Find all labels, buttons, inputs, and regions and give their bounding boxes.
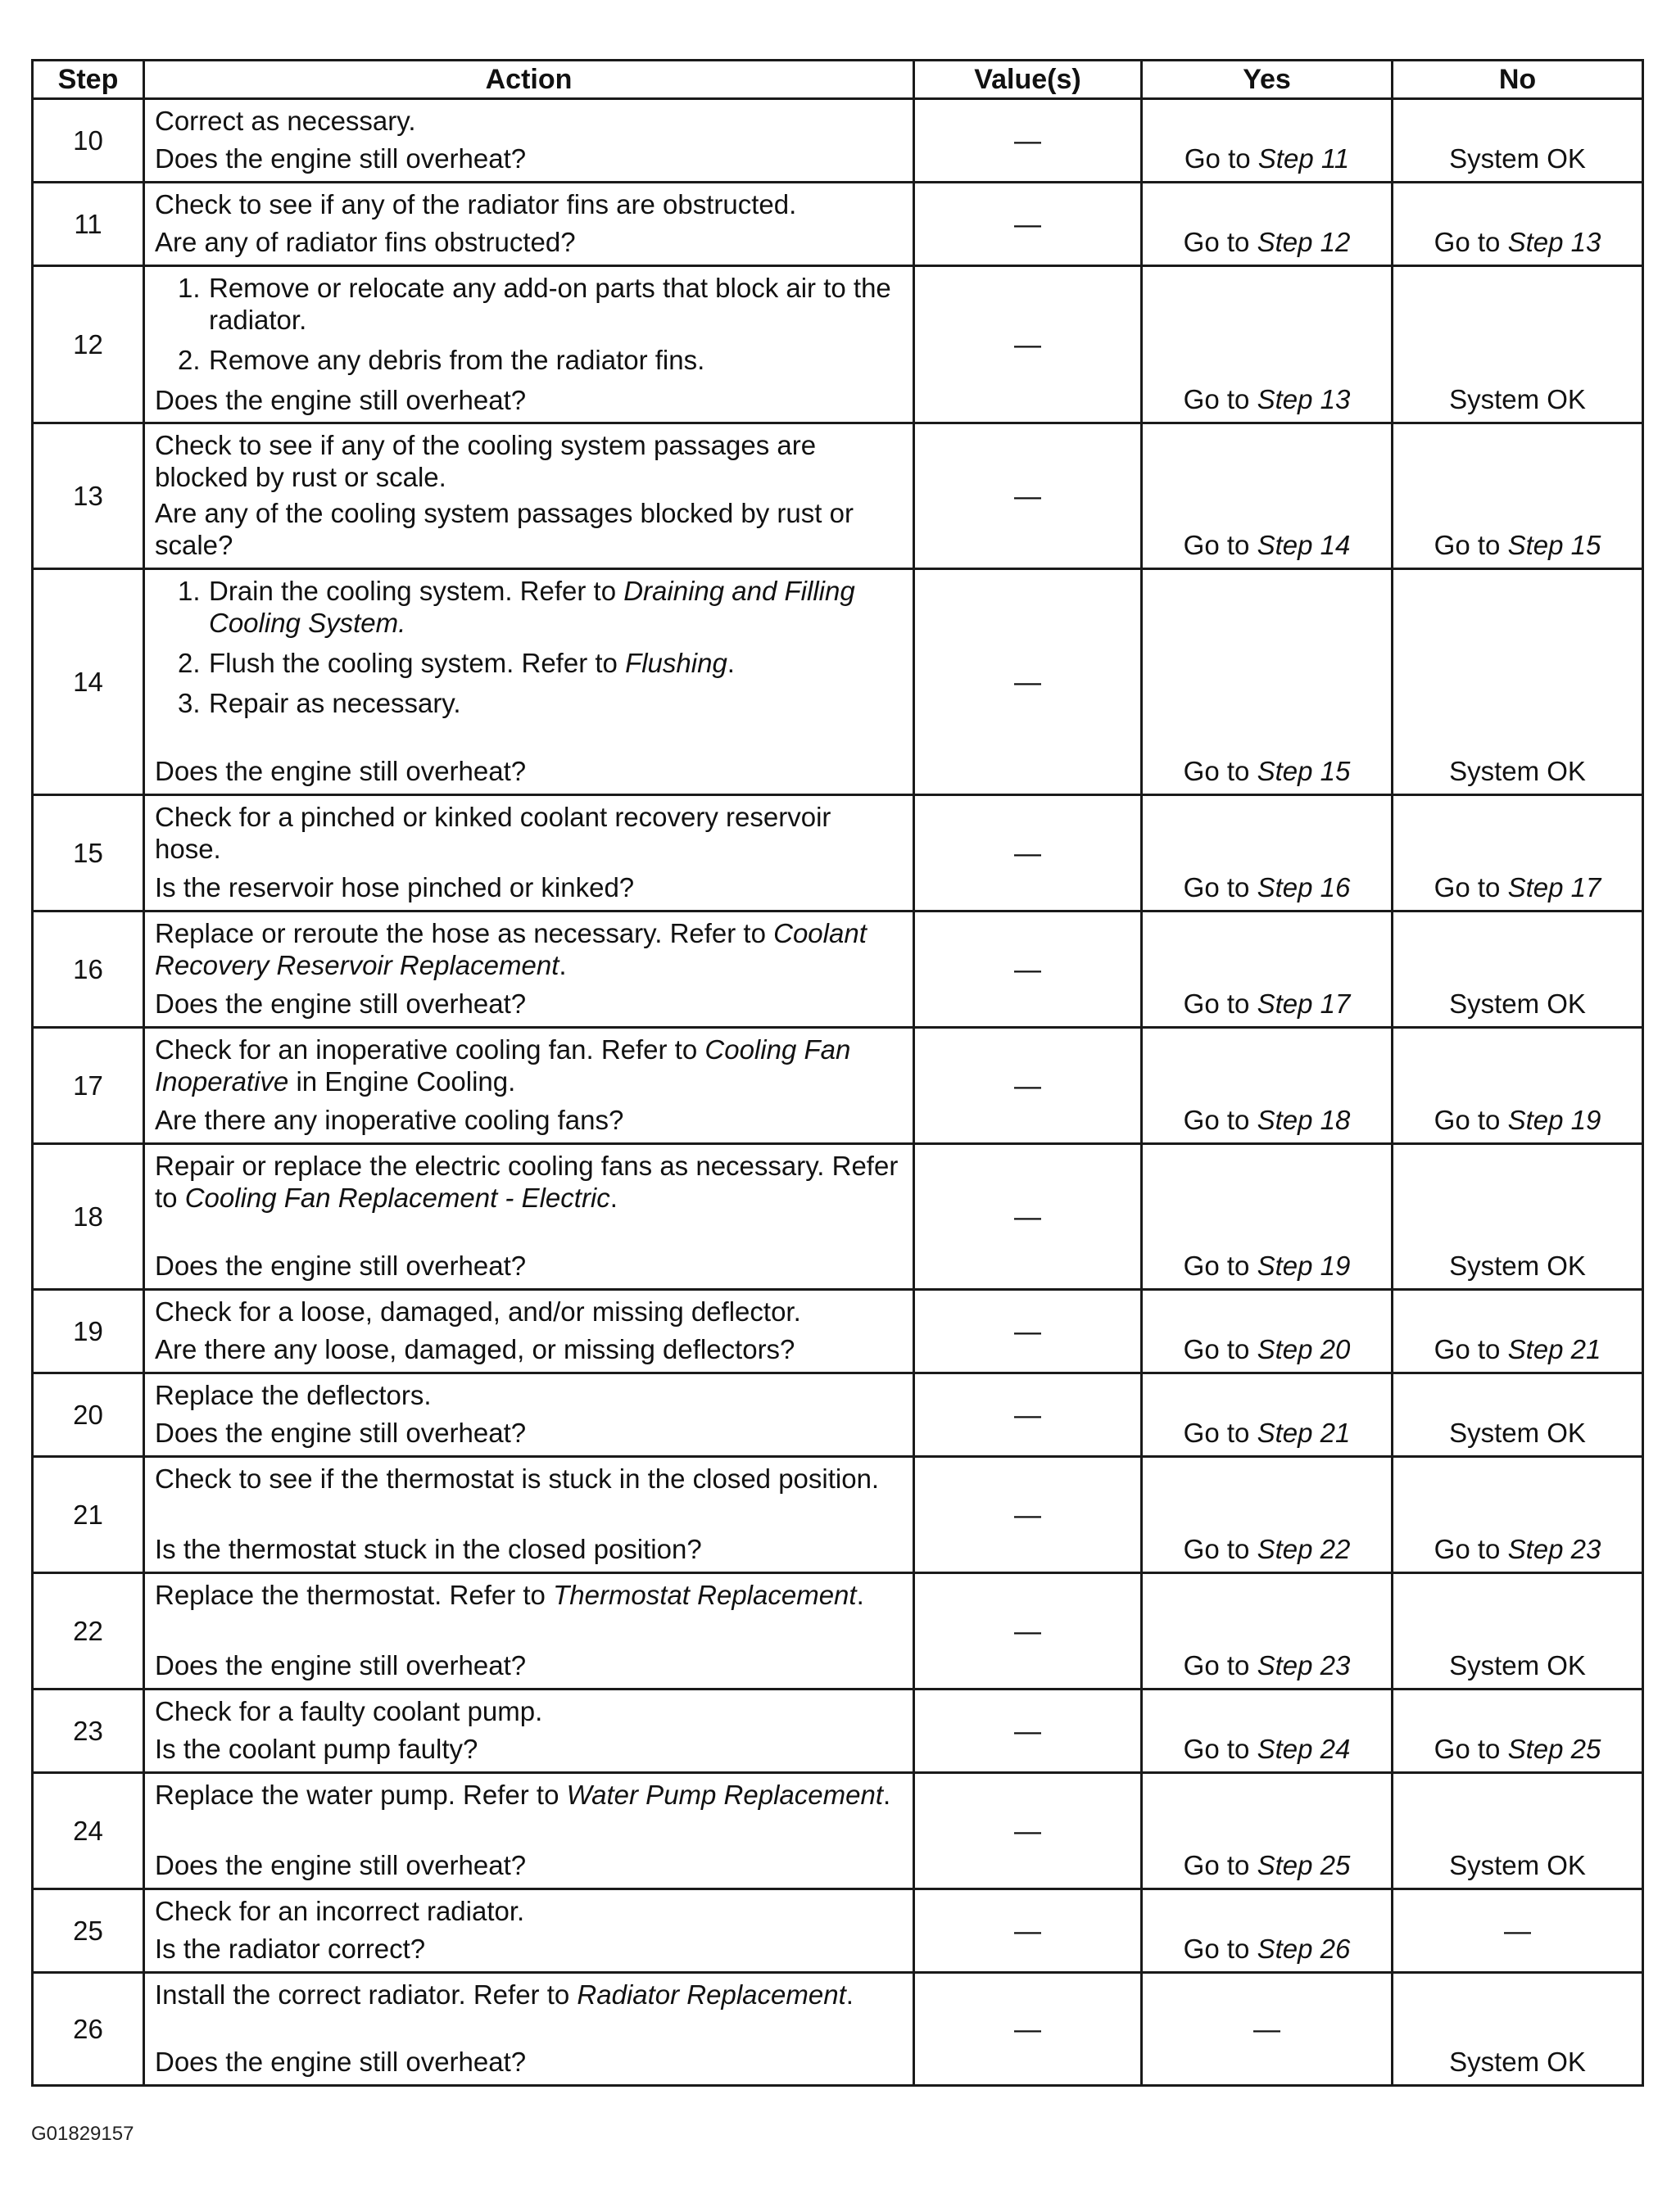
action-cell bbox=[144, 1290, 914, 1373]
action-question: Does the engine still overheat? bbox=[155, 988, 527, 1019]
table-row bbox=[33, 183, 1643, 266]
values-cell bbox=[914, 1373, 1142, 1457]
step-number: 19 bbox=[33, 1290, 144, 1373]
table-row bbox=[33, 795, 1643, 911]
yes-goto-step-link[interactable]: Step 20 bbox=[1257, 1334, 1351, 1364]
empty-value-dash: — bbox=[1014, 667, 1041, 697]
no-goto-step-link[interactable]: Step 21 bbox=[1507, 1334, 1601, 1364]
step-item-body bbox=[209, 647, 735, 679]
table-row bbox=[33, 1028, 1643, 1144]
empty-value-dash: — bbox=[1014, 209, 1041, 239]
instruction-suffix: . bbox=[856, 1580, 864, 1610]
system-ok-text: System OK bbox=[1449, 988, 1586, 1019]
yes-goto-step-link[interactable]: Step 14 bbox=[1257, 530, 1351, 560]
table-row bbox=[33, 1144, 1643, 1290]
action-question: Are there any loose, damaged, or missing deflectors? bbox=[155, 1334, 795, 1364]
system-ok-text: System OK bbox=[1449, 1850, 1586, 1880]
no-cell bbox=[1393, 569, 1643, 795]
yes-cell bbox=[1142, 266, 1393, 423]
no-cell bbox=[1393, 1457, 1643, 1573]
goto-prefix: Go to bbox=[1434, 530, 1508, 560]
figure-code: G01829157 bbox=[31, 2123, 134, 2145]
action-cell bbox=[144, 423, 914, 569]
action-instruction bbox=[155, 1579, 904, 1611]
goto-prefix: Go to bbox=[1183, 1734, 1257, 1764]
step-item-body bbox=[209, 575, 904, 639]
procedure-reference-link[interactable]: Coolant Recovery Reservoir Replacement bbox=[155, 918, 867, 980]
no-cell bbox=[1393, 423, 1643, 569]
action-question: Does the engine still overheat? bbox=[155, 2047, 527, 2077]
action-question: Does the engine still overheat? bbox=[155, 756, 527, 786]
step-number: 24 bbox=[33, 1773, 144, 1889]
values-cell bbox=[914, 1457, 1142, 1573]
action-question: Does the engine still overheat? bbox=[155, 1650, 527, 1680]
no-goto-step-link[interactable]: Step 25 bbox=[1507, 1734, 1601, 1764]
instruction-text: Replace the water pump. Refer to bbox=[155, 1780, 567, 1810]
goto-prefix: Go to bbox=[1183, 872, 1257, 902]
yes-goto-step-link[interactable]: Step 11 bbox=[1257, 143, 1350, 174]
header-row bbox=[33, 61, 1643, 99]
action-instruction: Check for a loose, damaged, and/or missing deflector. bbox=[155, 1296, 801, 1327]
goto-prefix: Go to bbox=[1183, 1850, 1257, 1880]
values-cell bbox=[914, 1690, 1142, 1773]
system-ok-text: System OK bbox=[1449, 1251, 1586, 1281]
action-instruction bbox=[155, 1979, 904, 2011]
action-question: Does the engine still overheat? bbox=[155, 143, 527, 174]
step-number: 26 bbox=[33, 1973, 144, 2086]
action-instruction bbox=[155, 917, 904, 981]
action-step-item bbox=[173, 647, 904, 679]
system-ok-text: System OK bbox=[1449, 1418, 1586, 1448]
step-number: 20 bbox=[33, 1373, 144, 1457]
action-cell bbox=[144, 1889, 914, 1973]
instruction-suffix: in Engine Cooling. bbox=[288, 1066, 516, 1097]
yes-goto-step-link[interactable]: Step 19 bbox=[1257, 1251, 1351, 1281]
goto-prefix: Go to bbox=[1183, 1105, 1257, 1135]
action-instruction bbox=[155, 1779, 904, 1811]
yes-goto-step-link[interactable]: Step 13 bbox=[1257, 384, 1351, 414]
action-cell bbox=[144, 1573, 914, 1690]
yes-goto-step-link[interactable]: Step 22 bbox=[1257, 1534, 1351, 1564]
action-cell bbox=[144, 1973, 914, 2086]
goto-prefix: Go to bbox=[1434, 1334, 1508, 1364]
goto-prefix: Go to bbox=[1183, 1251, 1257, 1281]
empty-value-dash: — bbox=[1014, 954, 1041, 984]
goto-prefix: Go to bbox=[1183, 1418, 1257, 1448]
diagnostic-table bbox=[31, 59, 1644, 2087]
action-cell bbox=[144, 795, 914, 911]
action-question: Does the engine still overheat? bbox=[155, 1418, 527, 1448]
step-item-number: 1. bbox=[178, 273, 201, 303]
yes-goto-step-link[interactable]: Step 23 bbox=[1257, 1650, 1351, 1680]
step-number: 16 bbox=[33, 911, 144, 1028]
action-cell bbox=[144, 569, 914, 795]
instruction-suffix: . bbox=[609, 1183, 618, 1213]
yes-cell bbox=[1142, 1573, 1393, 1690]
table-row bbox=[33, 423, 1643, 569]
no-cell bbox=[1393, 1028, 1643, 1144]
step-item-text: Remove or relocate any add-on parts that block air to the radiator. bbox=[209, 273, 891, 335]
action-question: Is the thermostat stuck in the closed position? bbox=[155, 1534, 702, 1564]
no-cell bbox=[1393, 99, 1643, 183]
yes-goto-step-link[interactable]: Step 25 bbox=[1257, 1850, 1351, 1880]
procedure-reference-link[interactable]: Cooling Fan Inoperative bbox=[155, 1034, 851, 1097]
goto-prefix: Go to bbox=[1434, 872, 1508, 902]
yes-cell bbox=[1142, 99, 1393, 183]
instruction-text: Replace the thermostat. Refer to bbox=[155, 1580, 554, 1610]
action-instruction: Check to see if any of the radiator fins are obstructed. bbox=[155, 189, 797, 219]
step-item-text: Flush the cooling system. Refer to bbox=[209, 648, 626, 678]
instruction-text: Repair or replace the electric cooling fans as necessary. Refer to bbox=[155, 1151, 899, 1213]
no-cell bbox=[1393, 1973, 1643, 2086]
no-cell bbox=[1393, 795, 1643, 911]
empty-value-dash: — bbox=[1014, 1716, 1041, 1746]
table-row bbox=[33, 1690, 1643, 1773]
step-number: 21 bbox=[33, 1457, 144, 1573]
table-row bbox=[33, 569, 1643, 795]
instruction-suffix: . bbox=[845, 1979, 854, 2010]
goto-prefix: Go to bbox=[1184, 143, 1258, 174]
no-cell bbox=[1393, 1290, 1643, 1373]
step-item-body bbox=[209, 272, 904, 336]
header-step: Step bbox=[33, 61, 144, 99]
table-row bbox=[33, 911, 1643, 1028]
empty-value-dash: — bbox=[1504, 1916, 1531, 1946]
action-cell bbox=[144, 1773, 914, 1889]
values-cell bbox=[914, 1973, 1142, 2086]
no-cell bbox=[1393, 1690, 1643, 1773]
instruction-text: Install the correct radiator. Refer to bbox=[155, 1979, 578, 2010]
empty-value-dash: — bbox=[1014, 1316, 1041, 1346]
yes-cell bbox=[1142, 1457, 1393, 1573]
empty-value-dash: — bbox=[1014, 329, 1041, 360]
instruction-suffix: . bbox=[883, 1780, 891, 1810]
action-question: Is the radiator correct? bbox=[155, 1934, 426, 1964]
step-number: 14 bbox=[33, 569, 144, 795]
instruction-suffix: . bbox=[559, 950, 567, 980]
action-instruction: Check for a pinched or kinked coolant recovery reservoir hose. bbox=[155, 802, 831, 864]
action-instruction: Check to see if the thermostat is stuck in the closed position. bbox=[155, 1463, 880, 1494]
action-cell bbox=[144, 1028, 914, 1144]
table-row bbox=[33, 1773, 1643, 1889]
empty-value-dash: — bbox=[1014, 125, 1041, 156]
values-cell bbox=[914, 1773, 1142, 1889]
values-cell bbox=[914, 423, 1142, 569]
no-goto-step-link[interactable]: Step 17 bbox=[1507, 872, 1601, 902]
yes-cell bbox=[1142, 1028, 1393, 1144]
table-row bbox=[33, 99, 1643, 183]
action-question: Are there any inoperative cooling fans? bbox=[155, 1105, 624, 1135]
action-instruction: Correct as necessary. bbox=[155, 106, 416, 136]
table-row bbox=[33, 1973, 1643, 2086]
step-item-text: Remove any debris from the radiator fins. bbox=[209, 345, 705, 375]
action-instruction: Check to see if any of the cooling system passages are blocked by rust or scale. bbox=[155, 430, 817, 492]
step-number: 22 bbox=[33, 1573, 144, 1690]
action-step-item bbox=[173, 344, 904, 376]
no-cell bbox=[1393, 911, 1643, 1028]
yes-goto-step-link[interactable]: Step 18 bbox=[1257, 1105, 1351, 1135]
action-instruction: Check for a faulty coolant pump. bbox=[155, 1696, 543, 1726]
action-cell bbox=[144, 1373, 914, 1457]
empty-value-dash: — bbox=[1014, 1500, 1041, 1530]
empty-value-dash: — bbox=[1253, 2014, 1280, 2044]
action-step-item bbox=[173, 272, 904, 336]
values-cell bbox=[914, 795, 1142, 911]
empty-value-dash: — bbox=[1014, 481, 1041, 511]
goto-prefix: Go to bbox=[1183, 1934, 1257, 1964]
action-cell bbox=[144, 183, 914, 266]
procedure-reference-link[interactable]: Radiator Replacement bbox=[577, 1979, 846, 2010]
table-row bbox=[33, 1457, 1643, 1573]
table-body bbox=[33, 99, 1643, 2086]
header-action: Action bbox=[144, 61, 914, 99]
step-item-number: 3. bbox=[178, 688, 201, 718]
table-row bbox=[33, 1290, 1643, 1373]
goto-prefix: Go to bbox=[1183, 384, 1257, 414]
step-number: 12 bbox=[33, 266, 144, 423]
procedure-reference-link[interactable]: Flushing bbox=[625, 648, 727, 678]
diagnostic-table-container bbox=[31, 59, 1642, 2087]
system-ok-text: System OK bbox=[1449, 384, 1586, 414]
values-cell bbox=[914, 183, 1142, 266]
step-number: 11 bbox=[33, 183, 144, 266]
values-cell bbox=[914, 1889, 1142, 1973]
header-values: Value(s) bbox=[914, 61, 1142, 99]
yes-cell bbox=[1142, 1690, 1393, 1773]
empty-value-dash: — bbox=[1014, 1916, 1041, 1946]
no-cell bbox=[1393, 1889, 1643, 1973]
goto-prefix: Go to bbox=[1183, 1534, 1257, 1564]
table-row bbox=[33, 1373, 1643, 1457]
goto-prefix: Go to bbox=[1434, 1105, 1508, 1135]
action-cell bbox=[144, 911, 914, 1028]
table-row bbox=[33, 1889, 1643, 1973]
yes-cell bbox=[1142, 423, 1393, 569]
yes-goto-step-link[interactable]: Step 17 bbox=[1257, 988, 1351, 1019]
no-cell bbox=[1393, 1773, 1643, 1889]
yes-goto-step-link[interactable]: Step 16 bbox=[1257, 872, 1351, 902]
values-cell bbox=[914, 911, 1142, 1028]
action-step-item bbox=[173, 575, 904, 639]
no-cell bbox=[1393, 183, 1643, 266]
step-item-body bbox=[209, 687, 461, 719]
step-number: 18 bbox=[33, 1144, 144, 1290]
action-instruction bbox=[155, 1150, 904, 1214]
yes-goto-step-link[interactable]: Step 24 bbox=[1257, 1734, 1351, 1764]
yes-cell bbox=[1142, 1773, 1393, 1889]
instruction-text: Replace or reroute the hose as necessary. Refer to bbox=[155, 918, 774, 948]
goto-prefix: Go to bbox=[1183, 756, 1257, 786]
goto-prefix: Go to bbox=[1183, 1334, 1257, 1364]
action-question: Are any of the cooling system passages blocked by rust or scale? bbox=[155, 498, 854, 560]
step-item-number: 2. bbox=[178, 345, 201, 375]
action-question: Are any of radiator fins obstructed? bbox=[155, 227, 576, 257]
procedure-reference-link[interactable]: Draining and Filling Cooling System. bbox=[209, 576, 855, 638]
empty-value-dash: — bbox=[1014, 2014, 1041, 2044]
no-cell bbox=[1393, 1573, 1643, 1690]
step-number: 17 bbox=[33, 1028, 144, 1144]
instruction-text: Check for an inoperative cooling fan. Refer to bbox=[155, 1034, 705, 1065]
procedure-reference-link[interactable]: Cooling Fan Replacement - Electric bbox=[184, 1183, 610, 1213]
yes-goto-step-link[interactable]: Step 26 bbox=[1257, 1934, 1351, 1964]
yes-goto-step-link[interactable]: Step 21 bbox=[1257, 1418, 1351, 1448]
yes-cell bbox=[1142, 795, 1393, 911]
action-cell bbox=[144, 1144, 914, 1290]
step-item-suffix: . bbox=[727, 648, 735, 678]
no-goto-step-link[interactable]: Step 23 bbox=[1507, 1534, 1601, 1564]
system-ok-text: System OK bbox=[1449, 1650, 1586, 1680]
values-cell bbox=[914, 1028, 1142, 1144]
values-cell bbox=[914, 1290, 1142, 1373]
no-goto-step-link[interactable]: Step 15 bbox=[1507, 530, 1601, 560]
action-question: Does the engine still overheat? bbox=[155, 385, 527, 415]
table-row bbox=[33, 1573, 1643, 1690]
action-instruction: Check for an incorrect radiator. bbox=[155, 1896, 525, 1926]
no-cell bbox=[1393, 266, 1643, 423]
system-ok-text: System OK bbox=[1449, 756, 1586, 786]
action-step-item bbox=[173, 687, 904, 719]
yes-cell bbox=[1142, 569, 1393, 795]
action-question: Does the engine still overheat? bbox=[155, 1850, 527, 1880]
step-number: 15 bbox=[33, 795, 144, 911]
goto-prefix: Go to bbox=[1183, 988, 1257, 1019]
procedure-reference-link[interactable]: Thermostat Replacement bbox=[553, 1580, 857, 1610]
empty-value-dash: — bbox=[1014, 1400, 1041, 1430]
procedure-reference-link[interactable]: Water Pump Replacement bbox=[566, 1780, 883, 1810]
action-cell bbox=[144, 1457, 914, 1573]
values-cell bbox=[914, 99, 1142, 183]
action-cell bbox=[144, 266, 914, 423]
goto-prefix: Go to bbox=[1434, 1534, 1508, 1564]
step-item-text: Drain the cooling system. Refer to bbox=[209, 576, 624, 606]
action-cell bbox=[144, 99, 914, 183]
step-number: 10 bbox=[33, 99, 144, 183]
no-goto-step-link[interactable]: Step 13 bbox=[1507, 227, 1601, 257]
empty-value-dash: — bbox=[1014, 1070, 1041, 1101]
yes-cell bbox=[1142, 1373, 1393, 1457]
values-cell bbox=[914, 1573, 1142, 1690]
action-steps-list bbox=[155, 575, 904, 719]
no-cell bbox=[1393, 1373, 1643, 1457]
goto-prefix: Go to bbox=[1183, 227, 1257, 257]
empty-value-dash: — bbox=[1014, 1816, 1041, 1846]
yes-cell bbox=[1142, 1290, 1393, 1373]
system-ok-text: System OK bbox=[1449, 143, 1586, 174]
action-question: Is the coolant pump faulty? bbox=[155, 1734, 478, 1764]
action-question: Is the reservoir hose pinched or kinked? bbox=[155, 872, 635, 902]
system-ok-text: System OK bbox=[1449, 2047, 1586, 2077]
goto-prefix: Go to bbox=[1434, 227, 1508, 257]
goto-prefix: Go to bbox=[1434, 1734, 1508, 1764]
action-steps-list bbox=[155, 272, 904, 376]
step-number: 23 bbox=[33, 1690, 144, 1773]
values-cell bbox=[914, 569, 1142, 795]
action-cell bbox=[144, 1690, 914, 1773]
yes-goto-step-link[interactable]: Step 12 bbox=[1257, 227, 1351, 257]
step-number: 13 bbox=[33, 423, 144, 569]
step-number: 25 bbox=[33, 1889, 144, 1973]
header-no: No bbox=[1393, 61, 1643, 99]
values-cell bbox=[914, 1144, 1142, 1290]
values-cell bbox=[914, 266, 1142, 423]
header-yes: Yes bbox=[1142, 61, 1393, 99]
no-cell bbox=[1393, 1144, 1643, 1290]
empty-value-dash: — bbox=[1014, 1201, 1041, 1232]
step-item-body bbox=[209, 344, 704, 376]
step-item-number: 1. bbox=[178, 576, 201, 606]
step-item-text: Repair as necessary. bbox=[209, 688, 461, 718]
action-question: Does the engine still overheat? bbox=[155, 1251, 527, 1281]
empty-value-dash: — bbox=[1014, 838, 1041, 868]
yes-cell bbox=[1142, 911, 1393, 1028]
action-instruction bbox=[155, 1034, 904, 1097]
yes-cell bbox=[1142, 1973, 1393, 2086]
goto-prefix: Go to bbox=[1183, 1650, 1257, 1680]
goto-prefix: Go to bbox=[1183, 530, 1257, 560]
yes-goto-step-link[interactable]: Step 15 bbox=[1257, 756, 1351, 786]
empty-value-dash: — bbox=[1014, 1616, 1041, 1646]
yes-cell bbox=[1142, 1144, 1393, 1290]
yes-cell bbox=[1142, 1889, 1393, 1973]
yes-cell bbox=[1142, 183, 1393, 266]
no-goto-step-link[interactable]: Step 19 bbox=[1507, 1105, 1601, 1135]
step-item-number: 2. bbox=[178, 648, 201, 678]
table-row bbox=[33, 266, 1643, 423]
action-instruction: Replace the deflectors. bbox=[155, 1380, 432, 1410]
